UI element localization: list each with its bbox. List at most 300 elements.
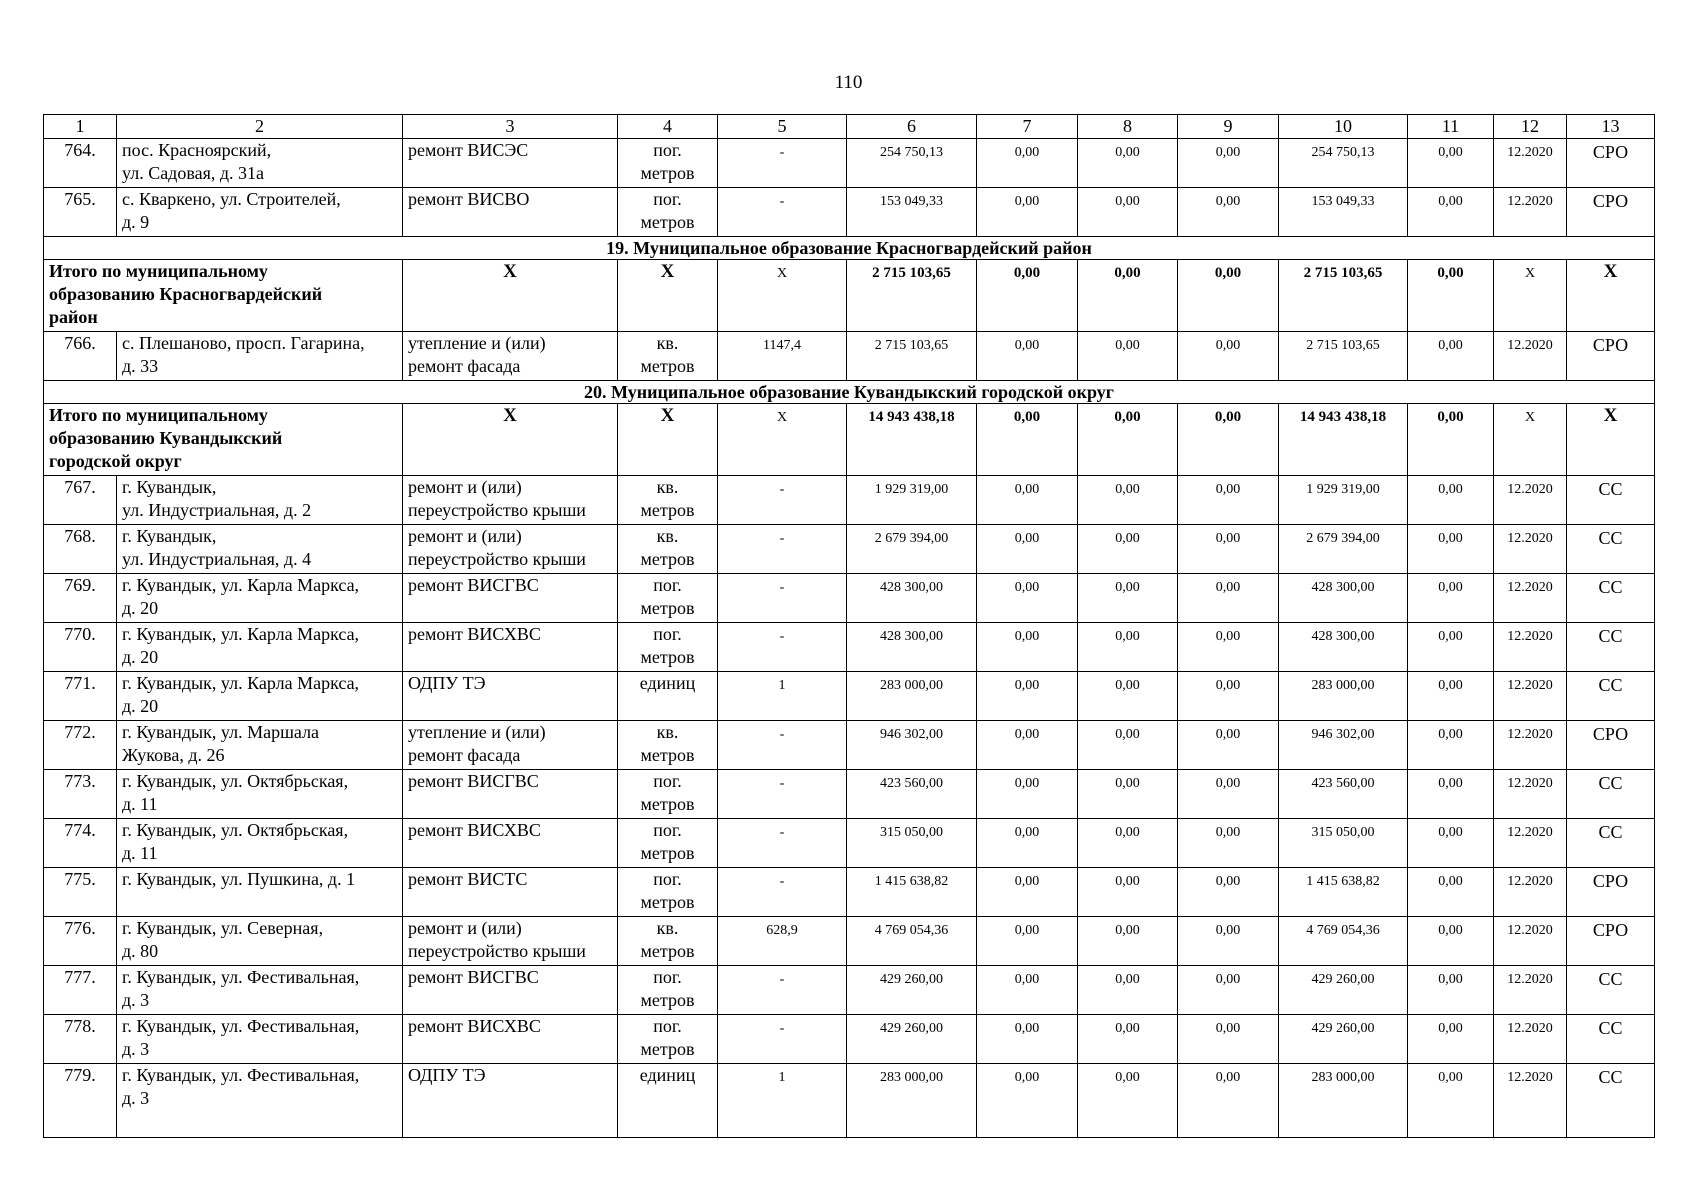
address — [117, 966, 403, 1015]
method-code: СРО — [1567, 917, 1655, 966]
value-c5: - — [718, 188, 847, 237]
address-line: г. Кувандык, ул. Фестивальная, — [122, 967, 360, 987]
address-line: д. 3 — [122, 990, 150, 1010]
value-c9: 0,00 — [1178, 868, 1279, 917]
work-type — [403, 139, 618, 188]
address-line: с. Кваркено, ул. Строителей, — [122, 189, 341, 209]
row-number: 766. — [44, 332, 117, 381]
row-number: 773. — [44, 770, 117, 819]
unit-line: метров — [640, 163, 695, 183]
total-col4: Х — [618, 404, 718, 476]
value-c5: - — [718, 525, 847, 574]
value-c10: 423 560,00 — [1279, 770, 1408, 819]
total-c11: 0,00 — [1408, 260, 1494, 332]
work-type — [403, 1015, 618, 1064]
value-c8: 0,00 — [1078, 819, 1178, 868]
value-c11: 0,00 — [1408, 574, 1494, 623]
value-c9: 0,00 — [1178, 623, 1279, 672]
value-c10: 2 715 103,65 — [1279, 332, 1408, 381]
value-c8: 0,00 — [1078, 332, 1178, 381]
work-type-line: ремонт ВИСХВС — [408, 820, 541, 840]
total-label-line: Итого по муниципальному — [49, 405, 268, 425]
value-c11: 0,00 — [1408, 770, 1494, 819]
unit-line: метров — [640, 745, 695, 765]
address-line: д. 3 — [122, 1088, 150, 1108]
table-row — [44, 525, 1655, 574]
value-c5: 628,9 — [718, 917, 847, 966]
method-code: СС — [1567, 476, 1655, 525]
total-label-line: образованию Красногвардейский — [49, 284, 323, 304]
work-type-line: ремонт ВИСВО — [408, 189, 530, 209]
value-c9: 0,00 — [1178, 332, 1279, 381]
value-c8: 0,00 — [1078, 139, 1178, 188]
value-c10: 283 000,00 — [1279, 672, 1408, 721]
unit — [618, 623, 718, 672]
work-type — [403, 1064, 618, 1138]
column-number: 10 — [1279, 115, 1408, 139]
work-type-line: ремонт ВИСЭС — [408, 140, 529, 160]
value-c7: 0,00 — [977, 868, 1078, 917]
value-c9: 0,00 — [1178, 1015, 1279, 1064]
value-c8: 0,00 — [1078, 672, 1178, 721]
total-c9: 0,00 — [1178, 404, 1279, 476]
address-line: д. 3 — [122, 1039, 150, 1059]
value-c12: 12.2020 — [1494, 966, 1567, 1015]
unit-line: метров — [640, 843, 695, 863]
address-line: д. 20 — [122, 696, 159, 716]
address-line: д. 33 — [122, 356, 159, 376]
column-number: 5 — [718, 115, 847, 139]
address-line: г. Кувандык, — [122, 526, 217, 546]
row-number: 776. — [44, 917, 117, 966]
total-label-line: Итого по муниципальному — [49, 261, 268, 281]
value-c12: 12.2020 — [1494, 188, 1567, 237]
method-code: СС — [1567, 966, 1655, 1015]
work-type — [403, 770, 618, 819]
row-number: 769. — [44, 574, 117, 623]
value-c12: 12.2020 — [1494, 139, 1567, 188]
unit — [618, 525, 718, 574]
row-number: 778. — [44, 1015, 117, 1064]
column-number: 1 — [44, 115, 117, 139]
value-c12: 12.2020 — [1494, 917, 1567, 966]
address-line: г. Кувандык, ул. Северная, — [122, 918, 324, 938]
work-type — [403, 574, 618, 623]
row-number: 774. — [44, 819, 117, 868]
unit — [618, 139, 718, 188]
method-code: СРО — [1567, 721, 1655, 770]
address-line: г. Кувандык, ул. Карла Маркса, — [122, 575, 360, 595]
unit — [618, 819, 718, 868]
work-type-line: ремонт ВИСХВС — [408, 624, 541, 644]
address — [117, 672, 403, 721]
address — [117, 770, 403, 819]
method-code: СС — [1567, 819, 1655, 868]
column-number: 11 — [1408, 115, 1494, 139]
value-c6: 429 260,00 — [847, 1015, 977, 1064]
method-code: СС — [1567, 525, 1655, 574]
row-number: 771. — [44, 672, 117, 721]
unit-line: пог. — [653, 967, 682, 987]
value-c7: 0,00 — [977, 672, 1078, 721]
address — [117, 188, 403, 237]
value-c6: 423 560,00 — [847, 770, 977, 819]
unit-line: метров — [640, 356, 695, 376]
unit — [618, 574, 718, 623]
row-number: 765. — [44, 188, 117, 237]
address-line: г. Кувандык, ул. Пушкина, д. 1 — [122, 869, 356, 889]
value-c10: 1 929 319,00 — [1279, 476, 1408, 525]
value-c5: - — [718, 721, 847, 770]
value-c11: 0,00 — [1408, 721, 1494, 770]
work-type-line: утепление и (или) — [408, 333, 546, 353]
value-c7: 0,00 — [977, 819, 1078, 868]
unit-line: метров — [640, 500, 695, 520]
total-label-line: район — [49, 307, 98, 327]
address — [117, 623, 403, 672]
value-c5: - — [718, 139, 847, 188]
column-number: 8 — [1078, 115, 1178, 139]
work-type-line: ремонт ВИСТС — [408, 869, 528, 889]
method-code: СС — [1567, 672, 1655, 721]
work-type — [403, 525, 618, 574]
unit-line: пог. — [653, 624, 682, 644]
work-type-line: ремонт ВИСГВС — [408, 967, 539, 987]
method-code: СС — [1567, 1064, 1655, 1138]
value-c12: 12.2020 — [1494, 476, 1567, 525]
value-c5: - — [718, 476, 847, 525]
address — [117, 525, 403, 574]
address-line: Жукова, д. 26 — [122, 745, 225, 765]
value-c8: 0,00 — [1078, 574, 1178, 623]
method-code: СС — [1567, 574, 1655, 623]
table-row — [44, 1015, 1655, 1064]
value-c9: 0,00 — [1178, 476, 1279, 525]
value-c6: 1 415 638,82 — [847, 868, 977, 917]
unit — [618, 1015, 718, 1064]
method-code: СС — [1567, 1015, 1655, 1064]
value-c12: 12.2020 — [1494, 868, 1567, 917]
address-line: с. Плешаново, просп. Гагарина, — [122, 333, 365, 353]
value-c10: 2 679 394,00 — [1279, 525, 1408, 574]
unit-line: кв. — [656, 333, 679, 353]
address-line: г. Кувандык, ул. Октябрьская, — [122, 771, 349, 791]
work-type — [403, 868, 618, 917]
value-c12: 12.2020 — [1494, 574, 1567, 623]
work-type — [403, 819, 618, 868]
work-type-line: ремонт фасада — [408, 356, 521, 376]
value-c8: 0,00 — [1078, 917, 1178, 966]
value-c5: - — [718, 623, 847, 672]
value-c8: 0,00 — [1078, 966, 1178, 1015]
total-c10: 2 715 103,65 — [1279, 260, 1408, 332]
work-type — [403, 188, 618, 237]
address-line: г. Кувандык, ул. Фестивальная, — [122, 1016, 360, 1036]
page-number: 110 — [834, 72, 863, 93]
address — [117, 139, 403, 188]
value-c6: 1 929 319,00 — [847, 476, 977, 525]
value-c6: 429 260,00 — [847, 966, 977, 1015]
column-number: 4 — [618, 115, 718, 139]
work-type-line: ремонт ВИСГВС — [408, 575, 539, 595]
work-type — [403, 332, 618, 381]
value-c9: 0,00 — [1178, 819, 1279, 868]
value-c7: 0,00 — [977, 1064, 1078, 1138]
work-type — [403, 623, 618, 672]
column-number: 2 — [117, 115, 403, 139]
address-line: ул. Индустриальная, д. 4 — [122, 549, 312, 569]
work-type-line: ремонт ВИСХВС — [408, 1016, 541, 1036]
value-c6: 4 769 054,36 — [847, 917, 977, 966]
value-c11: 0,00 — [1408, 966, 1494, 1015]
value-c5: - — [718, 770, 847, 819]
value-c7: 0,00 — [977, 188, 1078, 237]
work-type — [403, 721, 618, 770]
value-c11: 0,00 — [1408, 623, 1494, 672]
work-type — [403, 917, 618, 966]
row-number: 770. — [44, 623, 117, 672]
value-c8: 0,00 — [1078, 868, 1178, 917]
address — [117, 332, 403, 381]
method-code: СС — [1567, 770, 1655, 819]
work-type-line: переустройство крыши — [408, 500, 586, 520]
value-c11: 0,00 — [1408, 1015, 1494, 1064]
table-row — [44, 574, 1655, 623]
work-type-line: ремонт и (или) — [408, 526, 522, 546]
value-c7: 0,00 — [977, 721, 1078, 770]
work-type-line: переустройство крыши — [408, 549, 586, 569]
value-c10: 254 750,13 — [1279, 139, 1408, 188]
value-c6: 946 302,00 — [847, 721, 977, 770]
column-number: 3 — [403, 115, 618, 139]
method-code: СС — [1567, 623, 1655, 672]
value-c11: 0,00 — [1408, 672, 1494, 721]
section-header-row — [44, 237, 1655, 260]
unit-line: пог. — [653, 140, 682, 160]
row-number: 772. — [44, 721, 117, 770]
total-label-line: образованию Кувандыкский — [49, 428, 283, 448]
total-label — [44, 404, 403, 476]
total-col4: Х — [618, 260, 718, 332]
unit-line: метров — [640, 598, 695, 618]
unit-line: метров — [640, 549, 695, 569]
work-type — [403, 966, 618, 1015]
total-col5: Х — [718, 260, 847, 332]
value-c6: 254 750,13 — [847, 139, 977, 188]
address-line: г. Кувандык, ул. Карла Маркса, — [122, 624, 360, 644]
value-c10: 428 300,00 — [1279, 574, 1408, 623]
unit-line: метров — [640, 990, 695, 1010]
table-row — [44, 868, 1655, 917]
address-line: д. 11 — [122, 794, 158, 814]
row-number: 764. — [44, 139, 117, 188]
table-row — [44, 917, 1655, 966]
value-c8: 0,00 — [1078, 623, 1178, 672]
total-row — [44, 260, 1655, 332]
unit-line: метров — [640, 212, 695, 232]
column-number: 7 — [977, 115, 1078, 139]
value-c8: 0,00 — [1078, 1064, 1178, 1138]
value-c5: - — [718, 819, 847, 868]
value-c12: 12.2020 — [1494, 819, 1567, 868]
unit-line: метров — [640, 647, 695, 667]
total-col5: Х — [718, 404, 847, 476]
table-row — [44, 332, 1655, 381]
section-title: 20. Муниципальное образование Кувандыкский городской округ — [44, 381, 1655, 404]
address — [117, 868, 403, 917]
value-c9: 0,00 — [1178, 917, 1279, 966]
value-c9: 0,00 — [1178, 1064, 1279, 1138]
unit-line: пог. — [653, 1016, 682, 1036]
value-c11: 0,00 — [1408, 868, 1494, 917]
value-c7: 0,00 — [977, 917, 1078, 966]
address-line: г. Кувандык, ул. Фестивальная, — [122, 1065, 360, 1085]
total-row — [44, 404, 1655, 476]
table-row — [44, 1064, 1655, 1138]
table-row — [44, 672, 1655, 721]
value-c6: 153 049,33 — [847, 188, 977, 237]
value-c10: 315 050,00 — [1279, 819, 1408, 868]
address-line: ул. Садовая, д. 31а — [122, 163, 265, 183]
unit-line: пог. — [653, 771, 682, 791]
unit — [618, 188, 718, 237]
total-c12: Х — [1494, 404, 1567, 476]
value-c12: 12.2020 — [1494, 1015, 1567, 1064]
value-c9: 0,00 — [1178, 139, 1279, 188]
value-c10: 946 302,00 — [1279, 721, 1408, 770]
column-number: 13 — [1567, 115, 1655, 139]
total-c6: 2 715 103,65 — [847, 260, 977, 332]
unit — [618, 1064, 718, 1138]
value-c7: 0,00 — [977, 139, 1078, 188]
total-col3: Х — [403, 260, 618, 332]
row-number: 768. — [44, 525, 117, 574]
value-c10: 428 300,00 — [1279, 623, 1408, 672]
total-c7: 0,00 — [977, 404, 1078, 476]
work-type-line: ремонт фасада — [408, 745, 521, 765]
value-c6: 283 000,00 — [847, 1064, 977, 1138]
section-header-row — [44, 381, 1655, 404]
total-c12: Х — [1494, 260, 1567, 332]
work-type-line: утепление и (или) — [408, 722, 546, 742]
work-type — [403, 672, 618, 721]
method-code: СРО — [1567, 139, 1655, 188]
value-c12: 12.2020 — [1494, 623, 1567, 672]
address-line: д. 80 — [122, 941, 159, 961]
value-c8: 0,00 — [1078, 476, 1178, 525]
method-code: СРО — [1567, 188, 1655, 237]
column-number: 12 — [1494, 115, 1567, 139]
work-type-line: ремонт и (или) — [408, 477, 522, 497]
column-number: 9 — [1178, 115, 1279, 139]
unit-line: единиц — [639, 673, 696, 693]
address-line: д. 20 — [122, 647, 159, 667]
value-c7: 0,00 — [977, 623, 1078, 672]
address-line: д. 20 — [122, 598, 159, 618]
total-c8: 0,00 — [1078, 404, 1178, 476]
address-line: г. Кувандык, ул. Октябрьская, — [122, 820, 349, 840]
address — [117, 1015, 403, 1064]
value-c9: 0,00 — [1178, 721, 1279, 770]
unit — [618, 868, 718, 917]
work-type — [403, 476, 618, 525]
work-type-line: ремонт ВИСГВС — [408, 771, 539, 791]
table-row — [44, 966, 1655, 1015]
value-c11: 0,00 — [1408, 1064, 1494, 1138]
table-row — [44, 188, 1655, 237]
value-c12: 12.2020 — [1494, 1064, 1567, 1138]
value-c10: 4 769 054,36 — [1279, 917, 1408, 966]
value-c7: 0,00 — [977, 332, 1078, 381]
value-c12: 12.2020 — [1494, 525, 1567, 574]
value-c5: 1147,4 — [718, 332, 847, 381]
unit-line: пог. — [653, 189, 682, 209]
address-line: г. Кувандык, ул. Карла Маркса, — [122, 673, 360, 693]
value-c6: 283 000,00 — [847, 672, 977, 721]
address-line: пос. Красноярский, — [122, 140, 272, 160]
table-row — [44, 476, 1655, 525]
unit-line: пог. — [653, 869, 682, 889]
total-c8: 0,00 — [1078, 260, 1178, 332]
value-c7: 0,00 — [977, 966, 1078, 1015]
column-number: 6 — [847, 115, 977, 139]
value-c9: 0,00 — [1178, 672, 1279, 721]
unit — [618, 966, 718, 1015]
value-c10: 1 415 638,82 — [1279, 868, 1408, 917]
value-c7: 0,00 — [977, 1015, 1078, 1064]
value-c6: 428 300,00 — [847, 574, 977, 623]
unit — [618, 721, 718, 770]
table-row — [44, 623, 1655, 672]
value-c11: 0,00 — [1408, 476, 1494, 525]
unit — [618, 476, 718, 525]
work-type-line: ОДПУ ТЭ — [408, 673, 486, 693]
value-c11: 0,00 — [1408, 188, 1494, 237]
address — [117, 819, 403, 868]
value-c10: 283 000,00 — [1279, 1064, 1408, 1138]
address — [117, 574, 403, 623]
value-c6: 428 300,00 — [847, 623, 977, 672]
table-row — [44, 819, 1655, 868]
value-c10: 153 049,33 — [1279, 188, 1408, 237]
total-label-line: городской округ — [49, 451, 182, 471]
table-row — [44, 770, 1655, 819]
method-code: СРО — [1567, 332, 1655, 381]
work-type-line: переустройство крыши — [408, 941, 586, 961]
unit-line: кв. — [656, 918, 679, 938]
value-c7: 0,00 — [977, 574, 1078, 623]
value-c12: 12.2020 — [1494, 770, 1567, 819]
value-c12: 12.2020 — [1494, 672, 1567, 721]
address-line: ул. Индустриальная, д. 2 — [122, 500, 312, 520]
value-c9: 0,00 — [1178, 574, 1279, 623]
unit-line: метров — [640, 941, 695, 961]
row-number: 779. — [44, 1064, 117, 1138]
unit — [618, 332, 718, 381]
value-c12: 12.2020 — [1494, 721, 1567, 770]
unit — [618, 917, 718, 966]
value-c5: - — [718, 1015, 847, 1064]
value-c5: - — [718, 966, 847, 1015]
work-type-line: ремонт и (или) — [408, 918, 522, 938]
value-c8: 0,00 — [1078, 1015, 1178, 1064]
address-line: г. Кувандык, — [122, 477, 217, 497]
capital-repair-table — [43, 114, 1655, 1138]
address-line: д. 9 — [122, 212, 150, 232]
unit-line: пог. — [653, 575, 682, 595]
unit-line: метров — [640, 892, 695, 912]
value-c5: 1 — [718, 672, 847, 721]
